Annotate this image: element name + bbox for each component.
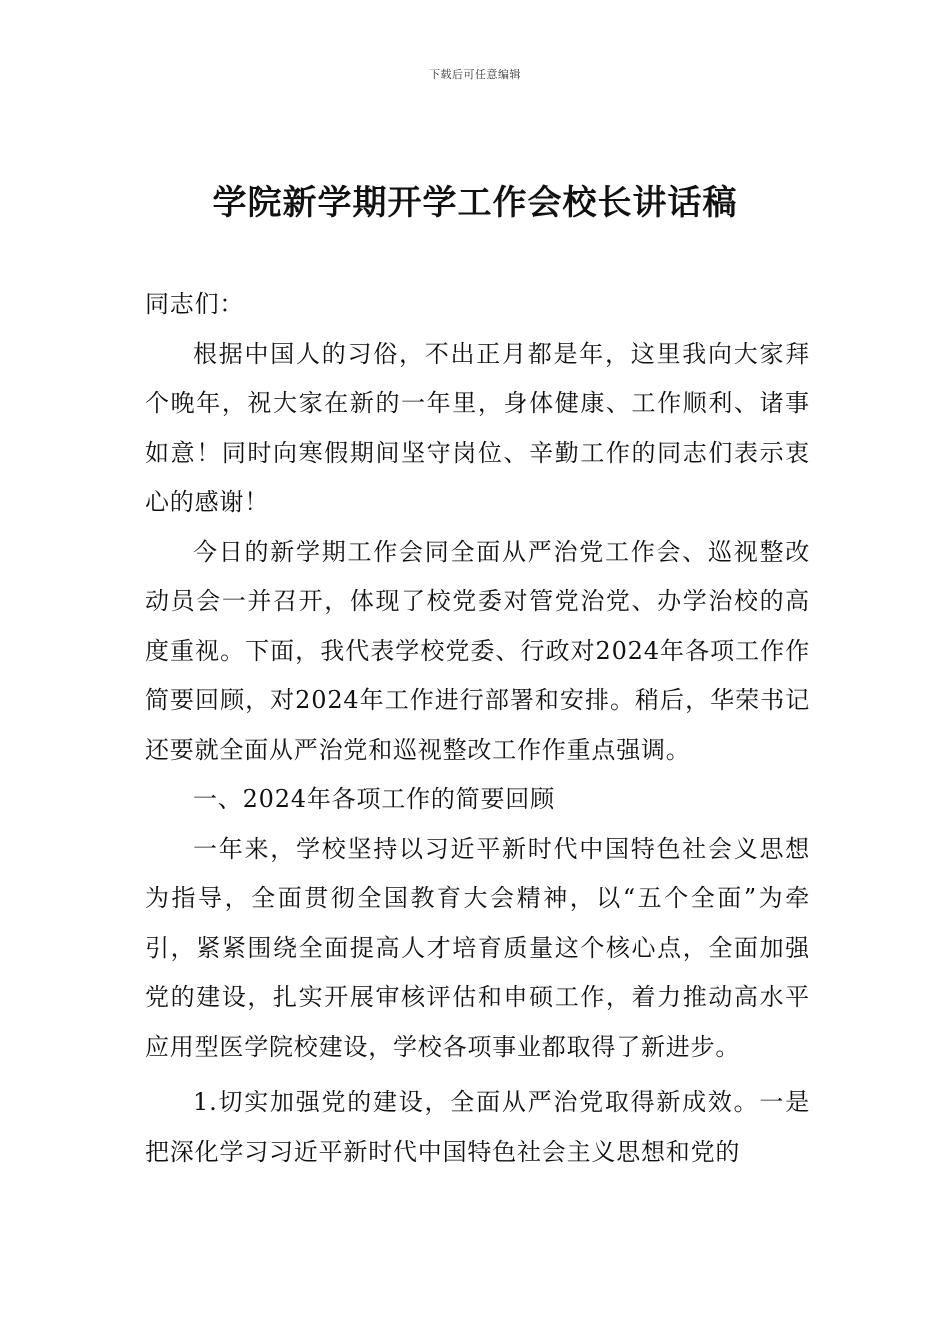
paragraph-party-building: 1.切实加强党的建设，全面从严治党取得新成效。一是把深化学习习近平新时代中国特色社会主义思想和党的 [145, 1088, 810, 1166]
paragraph-meeting-intro: 今日的新学期工作会同全面从严治党工作会、巡视整改动员会一并召开，体现了校党委对管党治党、办学治校的高度重视。下面，我代表学校党委、行政对2024年各项工作作简要回顾，对2024年工作进行部署和安排。稍后，华荣书记还要就全面从严治党和巡视整改工作作重点强调。 [145, 537, 810, 764]
header-note: 下载后可任意编辑 [429, 68, 521, 81]
paragraph-year-review: 一年来，学校坚持以习近平新时代中国特色社会义思想为指导，全面贯彻全国教育大会精神，以“五个全面”为牵引，紧紧围绕全面提高人才培育质量这个核心点，全面加强党的建设，扎实开展审核评估和申硕工作，着力推动高水平应用型医学院校建设，学校各项事业都取得了新进步。 [145, 834, 810, 1061]
section-heading-review: 一、2024年各项工作的简要回顾 [193, 785, 555, 813]
document-body [145, 280, 810, 1177]
salutation: 同志们： [145, 290, 245, 318]
paragraph-greeting: 根据中国人的习俗，不出正月都是年，这里我向大家拜个晚年，祝大家在新的一年里，身体健康、工作顺利、诸事如意！同时向寒假期间坚守岗位、辛勤工作的同志们表示衷心的感谢！ [145, 339, 810, 516]
document-title: 学院新学期开学工作会校长讲话稿 [212, 183, 738, 223]
